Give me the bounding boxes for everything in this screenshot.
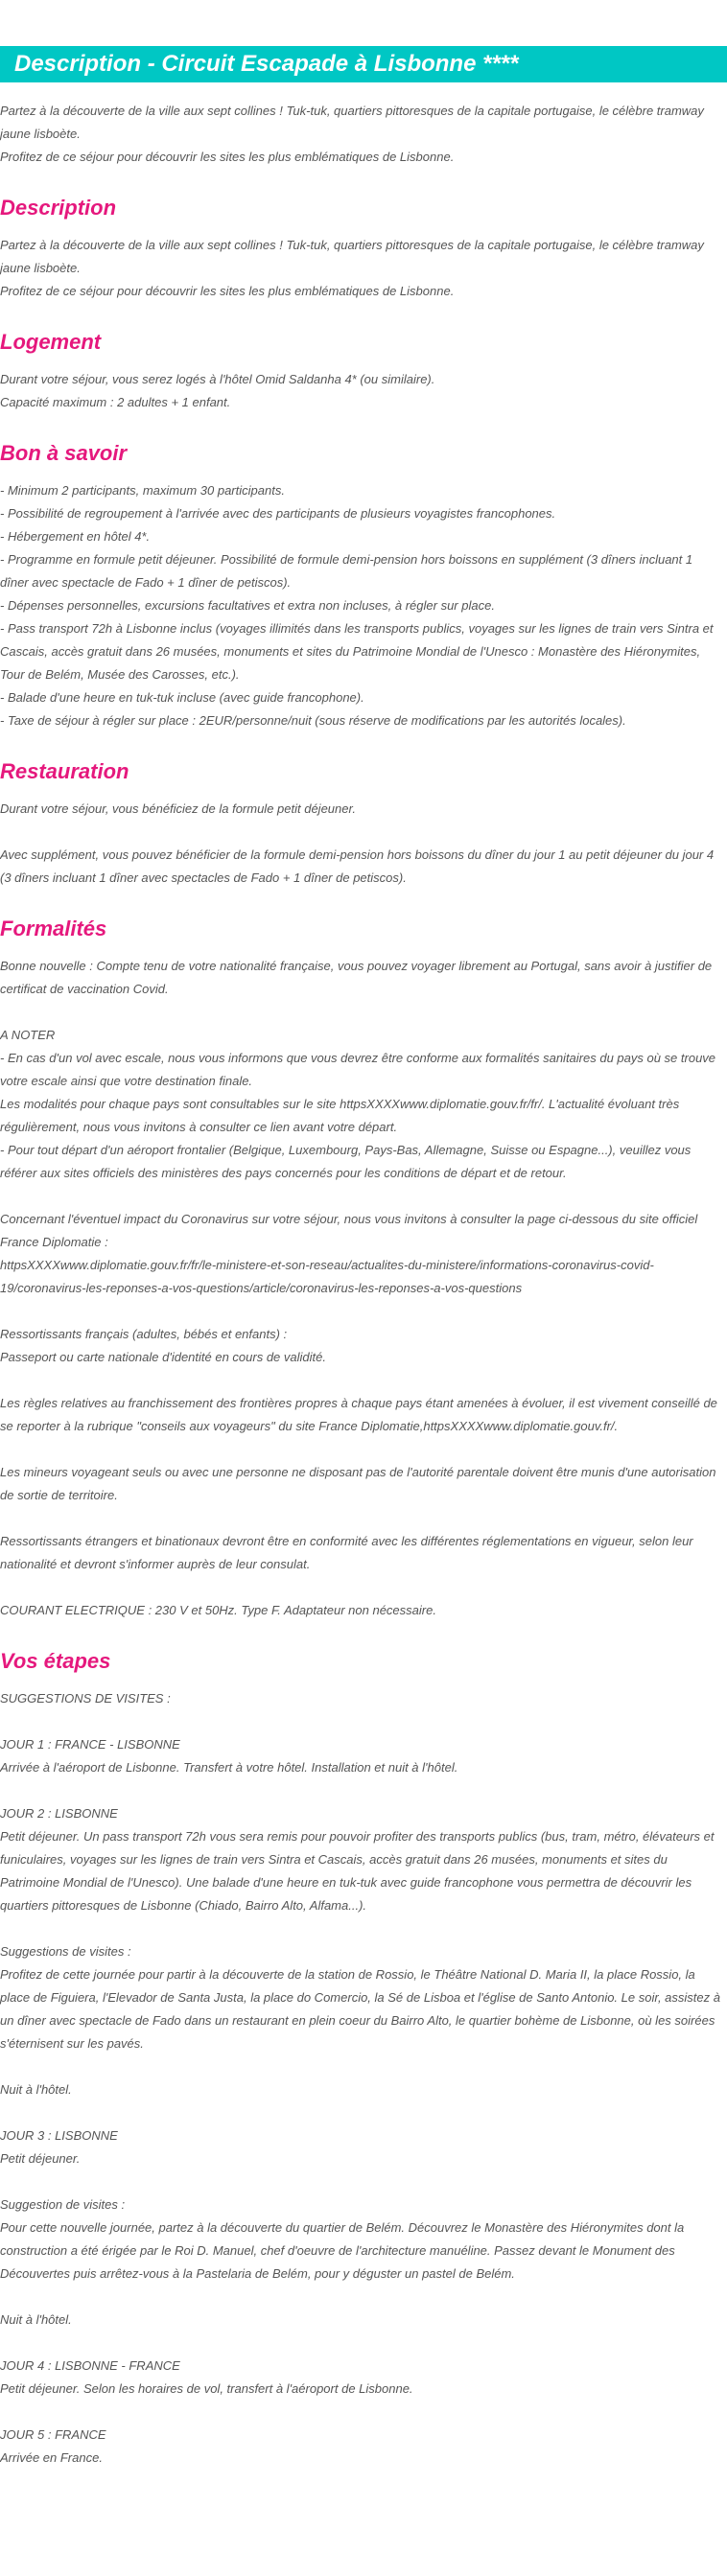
section-title-restauration: Restauration <box>0 759 129 783</box>
section-body-bon-a-savoir: - Minimum 2 participants, maximum 30 participants. - Possibilité de regroupement à l'arrivée avec des participants de plusieurs voyagistes francophones. - Hébergement en hôtel 4*. - Programme en formule petit déjeuner. Possibilité de formule demi-pension hors boissons en supplément (3 dîners incluant 1 dîner avec spectacle de Fado + 1 dîner de petiscos). - Dépenses personnelles, excursions facultatives et extra non incluses, à régler sur place. - Pass transport 72h à Lisbonne inclus (voyages illimités dans les transports publics, voyages sur les lignes de train vers Sintra et Cascais, accès gratuit dans 26 musées, monuments et sites du Patrimoine Mondial de l'Unesco : Monastère des Hiéronymites, Tour de Belém, Musée des Carosses, etc.). - Balade d'une heure en tuk-tuk incluse (avec guide francophone). - Taxe de séjour à régler sur place : 2EUR/personne/nuit (sous réserve de modifications par les autorités locales). <box>0 483 714 728</box>
content <box>0 100 721 2470</box>
section-title-logement: Logement <box>0 330 102 354</box>
section-title-bon-a-savoir: Bon à savoir <box>0 441 128 465</box>
section-body-logement: Durant votre séjour, vous serez logés à l'hôtel Omid Saldanha 4* (ou similaire). Capacité maximum : 2 adultes + 1 enfant. <box>0 372 435 409</box>
section-body-formalites: Bonne nouvelle : Compte tenu de votre nationalité française, vous pouvez voyager librement au Portugal, sans avoir à justifier de certificat de vaccination Covid. A NOTER - En cas d'un vol avec escale, nous vous informons que vous devrez être conforme aux formalités sanitaires du pays où se trouve votre escale ainsi que votre destination finale. Les modalités pour chaque pays sont consultables sur le site httpsXXXXwww.diplomatie.gouv.fr/fr/. L'actualité évoluant très régulièrement, nous vous invitons à consulter ce lien avant votre départ. - Pour tout départ d'un aéroport frontalier (Belgique, Luxembourg, Pays-Bas, Allemagne, Suisse ou Espagne...), veuillez vous référer aux sites officiels des ministères des pays concernés pour les conditions de départ et de retour. Concernant l'éventuel impact du Coronavirus sur votre séjour, nous vous invitons à consulter la page ci-dessous du site officiel France Diplomatie : httpsXXXXwww.diplomatie.gouv.fr/fr/le-ministere-et-son-reseau/actualites-du-ministere/informations-coronavirus-covid-19/coronavirus-les-reponses-a-vos-questions/article/coronavirus-les-reponses-a-vos-questions Ressortissants français (adultes, bébés et enfants) : Passeport ou carte nationale d'identité en cours de validité. Les règles relatives au franchissement des frontières propres à chaque pays étant amenées à évoluer, il est vivement conseillé de se reporter à la rubrique "conseils aux voyageurs" du site France Diplomatie,httpsXXXXwww.diplomatie.gouv.fr/. Les mineurs voyageant seuls ou avec une personne ne disposant pas de l'autorité parentale doivent être munis d'une autorisation de sortie de territoire. Ressortissants étrangers et binationaux devront être en conformité avec les différentes réglementations en vigueur, selon leur nationalité et devront s'informer auprès de leur consulat. COURANT ELECTRIQUE : 230 V et 50Hz. Type F. Adaptateur non nécessaire. <box>0 959 717 1617</box>
intro-text: Partez à la découverte de la ville aux sept collines ! Tuk-tuk, quartiers pittoresques de la capitale portugaise, le célèbre tramway jaune lisboète. Profitez de ce séjour pour découvrir les sites les plus emblématiques de Lisbonne. <box>0 104 704 164</box>
section-body-etapes: SUGGESTIONS DE VISITES : JOUR 1 : FRANCE - LISBONNE Arrivée à l'aéroport de Lisbonne. Transfert à votre hôtel. Installation et nuit à l'hôtel. JOUR 2 : LISBONNE Petit déjeuner. Un pass transport 72h vous sera remis pour pouvoir profiter des transports publics (bus, tram, métro, élévateurs et funiculaires, voyages sur les lignes de train vers Sintra et Cascais, accès gratuit dans 26 musées, monuments et sites du Patrimoine Mondial de l'Unesco). Une balade d'une heure en tuk-tuk avec guide francophone vous permettra de découvrir les quartiers pittoresques de Lisbonne (Chiado, Bairro Alto, Alfama...). Suggestions de visites : Profitez de cette journée pour partir à la découverte de la station de Rossio, le Théâtre National D. Maria II, la place Rossio, la place de Figuiera, l'Elevador de Santa Justa, la place do Comercio, la Sé de Lisboa et l'église de Santo Antonio. Le soir, assistez à un dîner avec spectacle de Fado dans un restaurant en plein coeur du Bairro Alto, le quartier bohème de Lisbonne, où les soirées s'éternisent sur les pavés. Nuit à l'hôtel. JOUR 3 : LISBONNE Petit déjeuner. Suggestion de visites : Pour cette nouvelle journée, partez à la découverte du quartier de Belém. Découvrez le Monastère des Hiéronymites dont la construction a été érigée par le Roi D. Manuel, chef d'oeuvre de l'architecture manuéline. Passez devant le Monument des Découvertes puis arrêtez-vous à la Pastelaria de Belém, pour y déguster un pastel de Belém. Nuit à l'hôtel. JOUR 4 : LISBONNE - FRANCE Petit déjeuner. Selon les horaires de vol, transfert à l'aéroport de Lisbonne. JOUR 5 : FRANCE Arrivée en France. <box>0 1691 720 2465</box>
page-title-banner: Description - Circuit Escapade à Lisbonne **** <box>0 46 727 82</box>
section-title-etapes: Vos étapes <box>0 1649 111 1673</box>
section-body-restauration: Durant votre séjour, vous bénéficiez de la formule petit déjeuner. Avec supplément, vous pouvez bénéficier de la formule demi-pension hors boissons du dîner du jour 1 au petit déjeuner du jour 4 (3 dîners incluant 1 dîner avec spectacles de Fado + 1 dîner de petiscos). <box>0 801 715 885</box>
section-title-formalites: Formalités <box>0 917 107 940</box>
section-body-description: Partez à la découverte de la ville aux sept collines ! Tuk-tuk, quartiers pittoresques de la capitale portugaise, le célèbre tramway jaune lisboète. Profitez de ce séjour pour découvrir les sites les plus emblématiques de Lisbonne. <box>0 238 704 298</box>
section-title-description: Description <box>0 196 117 220</box>
